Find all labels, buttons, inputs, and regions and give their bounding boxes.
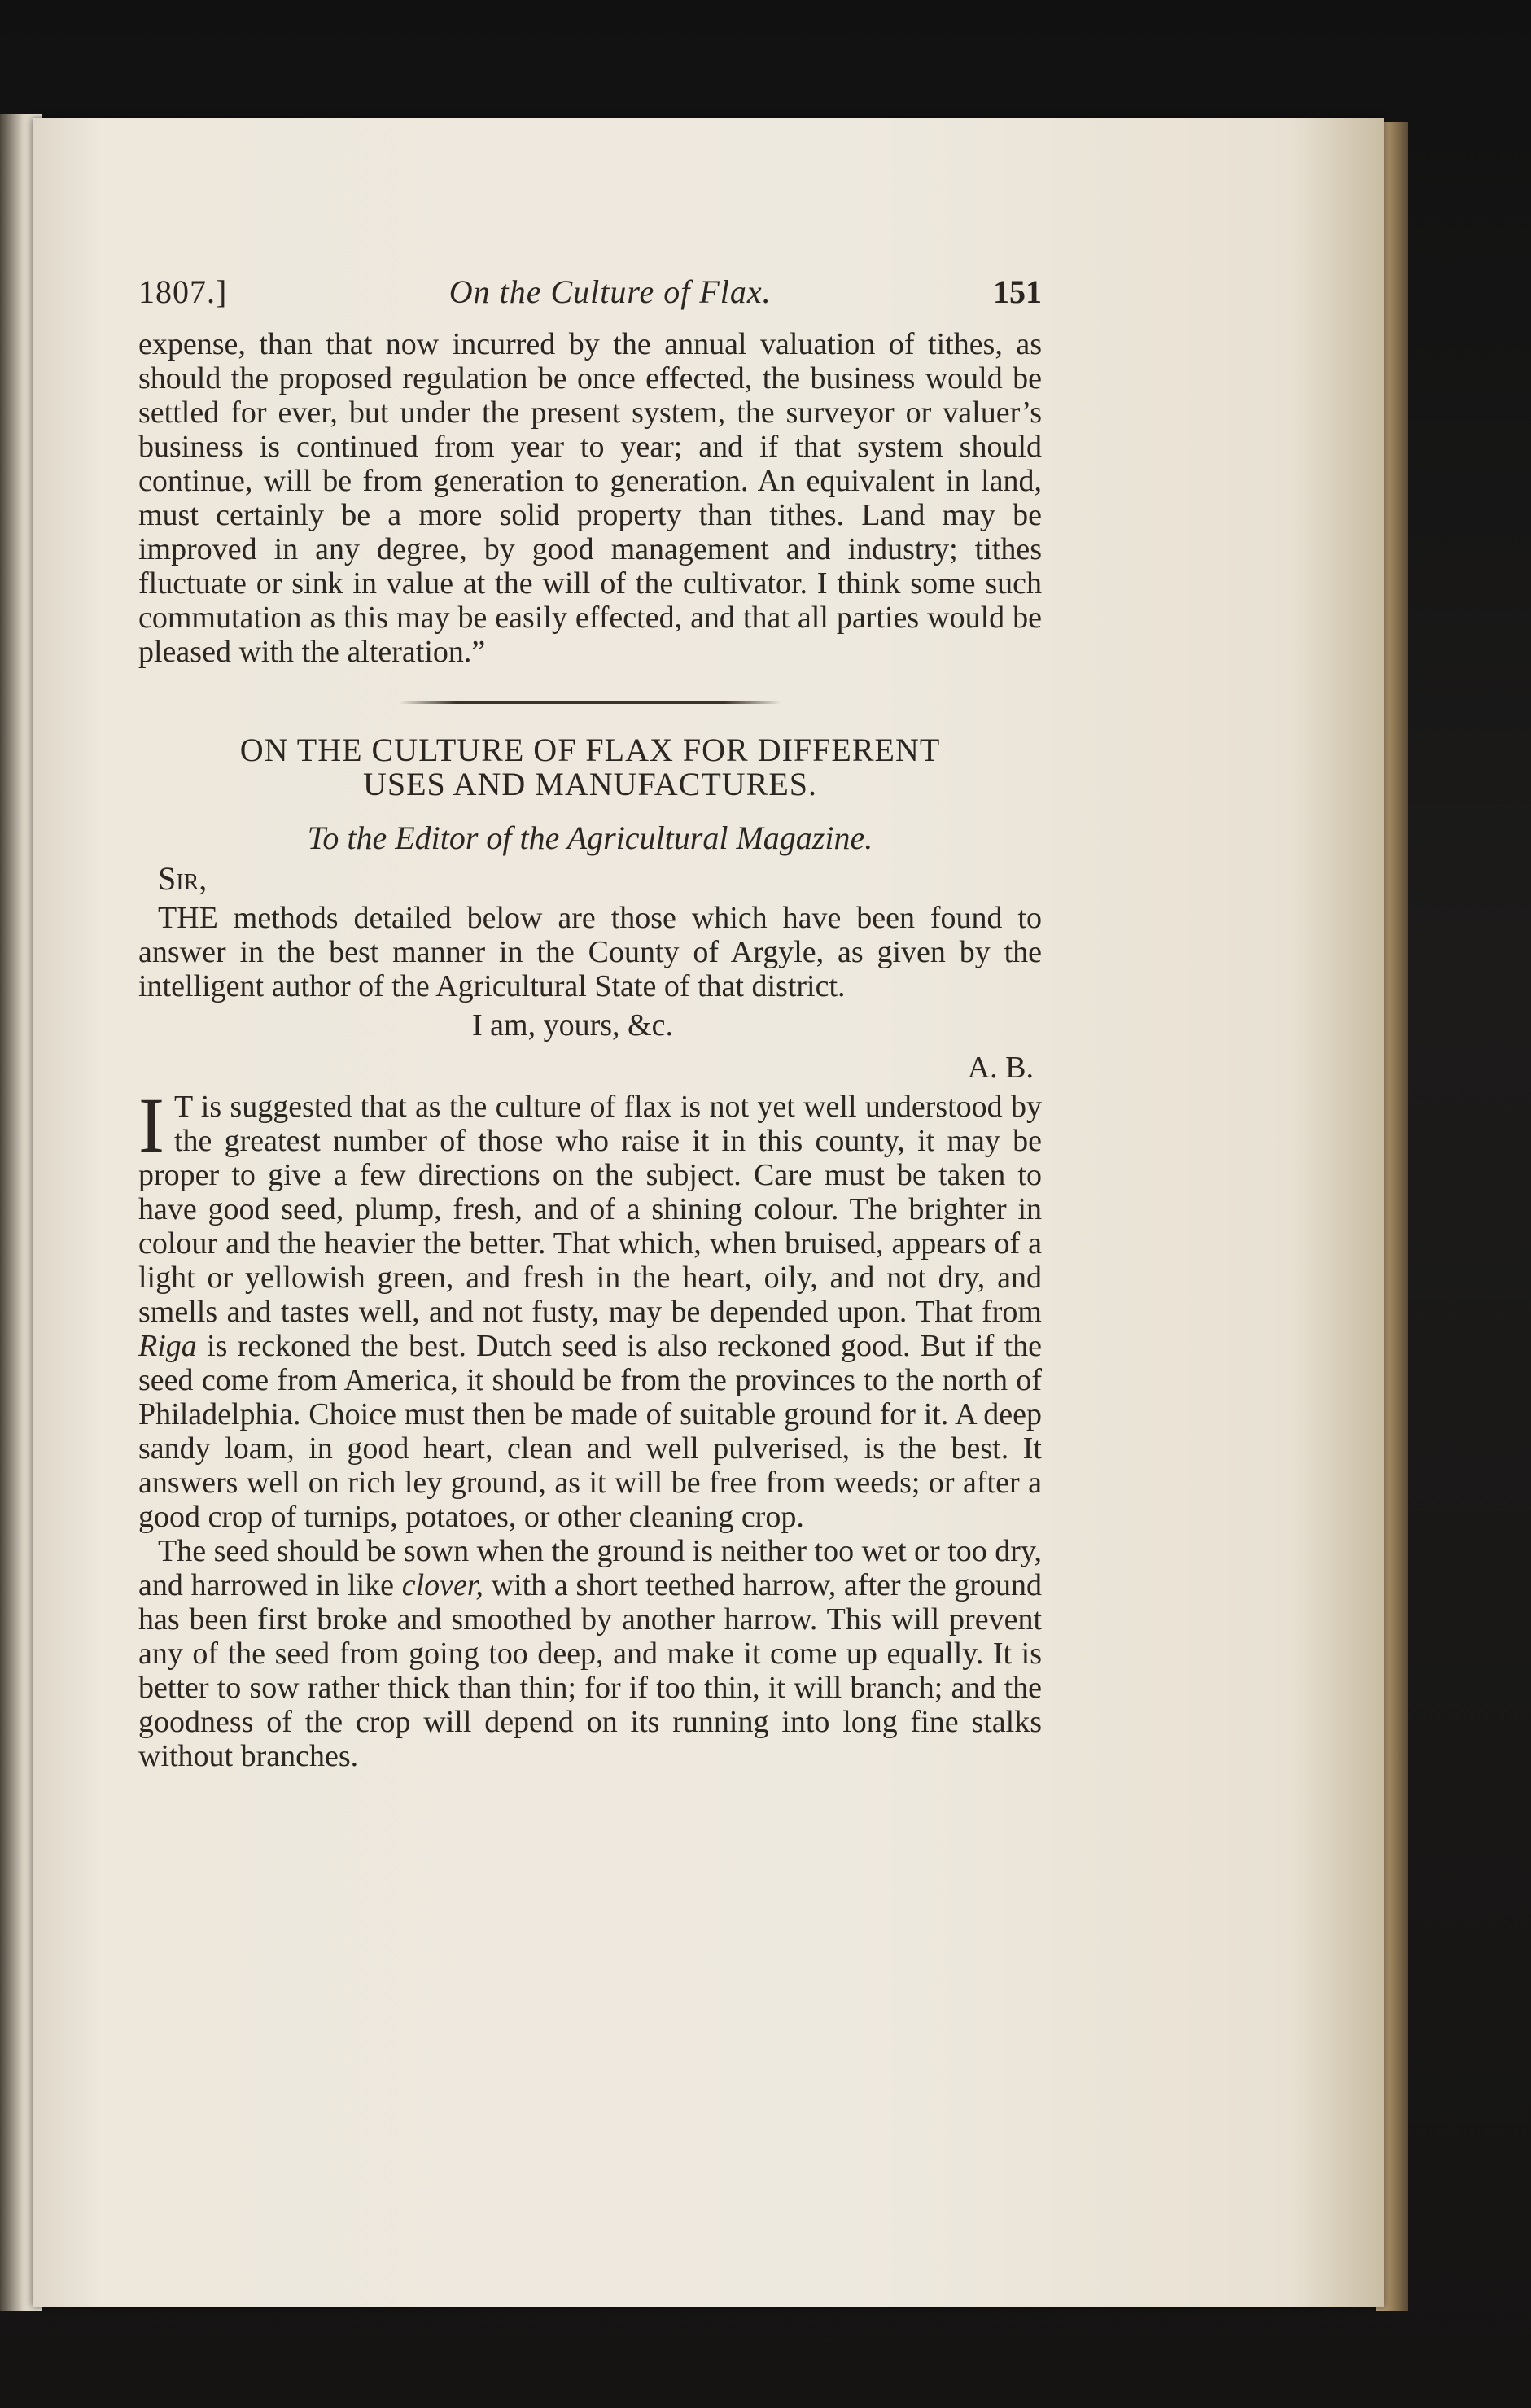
body-paragraph-1 bbox=[138, 1082, 1042, 1534]
para1-text-b: is reckoned the best. Dutch seed is also reckoned good. But if the seed come from America, it should be from the provinces to the north of Philadelphia. Choice must then be made of suitable ground for it. A deep sandy loam, in good heart, clean and well pulverised, is the best. It answers well on rich ley ground, as it will be free from weeds; or after a good crop of turnips, potatoes, or other cleaning crop. bbox=[138, 1329, 1042, 1534]
page-number: 151 bbox=[993, 273, 1042, 310]
signature: A. B. bbox=[967, 1051, 1034, 1085]
body-paragraph-2 bbox=[138, 1534, 1042, 1773]
letter-closing: I am, yours, &c. bbox=[472, 1008, 673, 1042]
article-heading bbox=[138, 733, 1042, 802]
drop-cap: I bbox=[138, 1082, 164, 1169]
para1-text-a: T is suggested that as the culture of flax is not yet well understood by the greatest number of those who raise it in this county, it may be proper to give a few directions on the subject. Care must be taken to have good seed, plump, fresh, and of a shining colour. The brighter in colour and the heavier the better. That which, when bruised, appears of a light or yellowish green, and fresh in the heart, oily, and not dry, and smells and tastes well, and not fusty, may be depended upon. That from bbox=[138, 1090, 1042, 1329]
para2-text-a: The seed should be sown when the ground is neither too wet or too dry, and harrowed in like bbox=[138, 1534, 1042, 1602]
editor-address: To the Editor of the Agricultural Magazine. bbox=[307, 819, 873, 856]
article-heading-line1: ON THE CULTURE OF FLAX FOR DIFFERENT bbox=[239, 732, 941, 768]
para1-riga: Riga bbox=[138, 1329, 197, 1363]
salutation: Sir, bbox=[158, 860, 208, 897]
carryover-paragraph: expense, than that now incurred by the annual valuation of tithes, as should the proposed regulation be once effected, the business would be settled for ever, but under the present system, the surveyor or valuer’s business is continued from year to year; and if that system should continue, will be from generation to generation. An equivalent in land, must certainly be a more solid property than tithes. Land may be improved in any degree, by good management and industry; tithes fluctuate or sink in value at the will of the cultivator. I think some such commutation as this may be easily effected, and that all parties would be pleased with the alteration.” bbox=[138, 327, 1042, 669]
letter-body: THE methods detailed below are those which have been found to answer in the best manner in the County of Argyle, as given by the intelligent author of the Agricultural State of that district. bbox=[138, 901, 1042, 1003]
para2-text-b: with a short teethed harrow, after the ground has been first broke and smoothed by another harrow. This will prevent any of the seed from going too deep, and make it come up equally. It is better to sow rather thick than thin; for if too thin, it will branch; and the goodness of the crop will depend on its running into long fine stalks without branches. bbox=[138, 1568, 1043, 1773]
para2-clover: clover, bbox=[401, 1568, 483, 1602]
page-text bbox=[138, 275, 1042, 1773]
running-head-title: On the Culture of Flax. bbox=[448, 273, 772, 310]
running-head-year: 1807.] bbox=[138, 273, 228, 310]
running-head bbox=[138, 275, 1042, 309]
section-divider bbox=[399, 701, 781, 704]
article-heading-line2: USES AND MANUFACTURES. bbox=[362, 766, 817, 802]
